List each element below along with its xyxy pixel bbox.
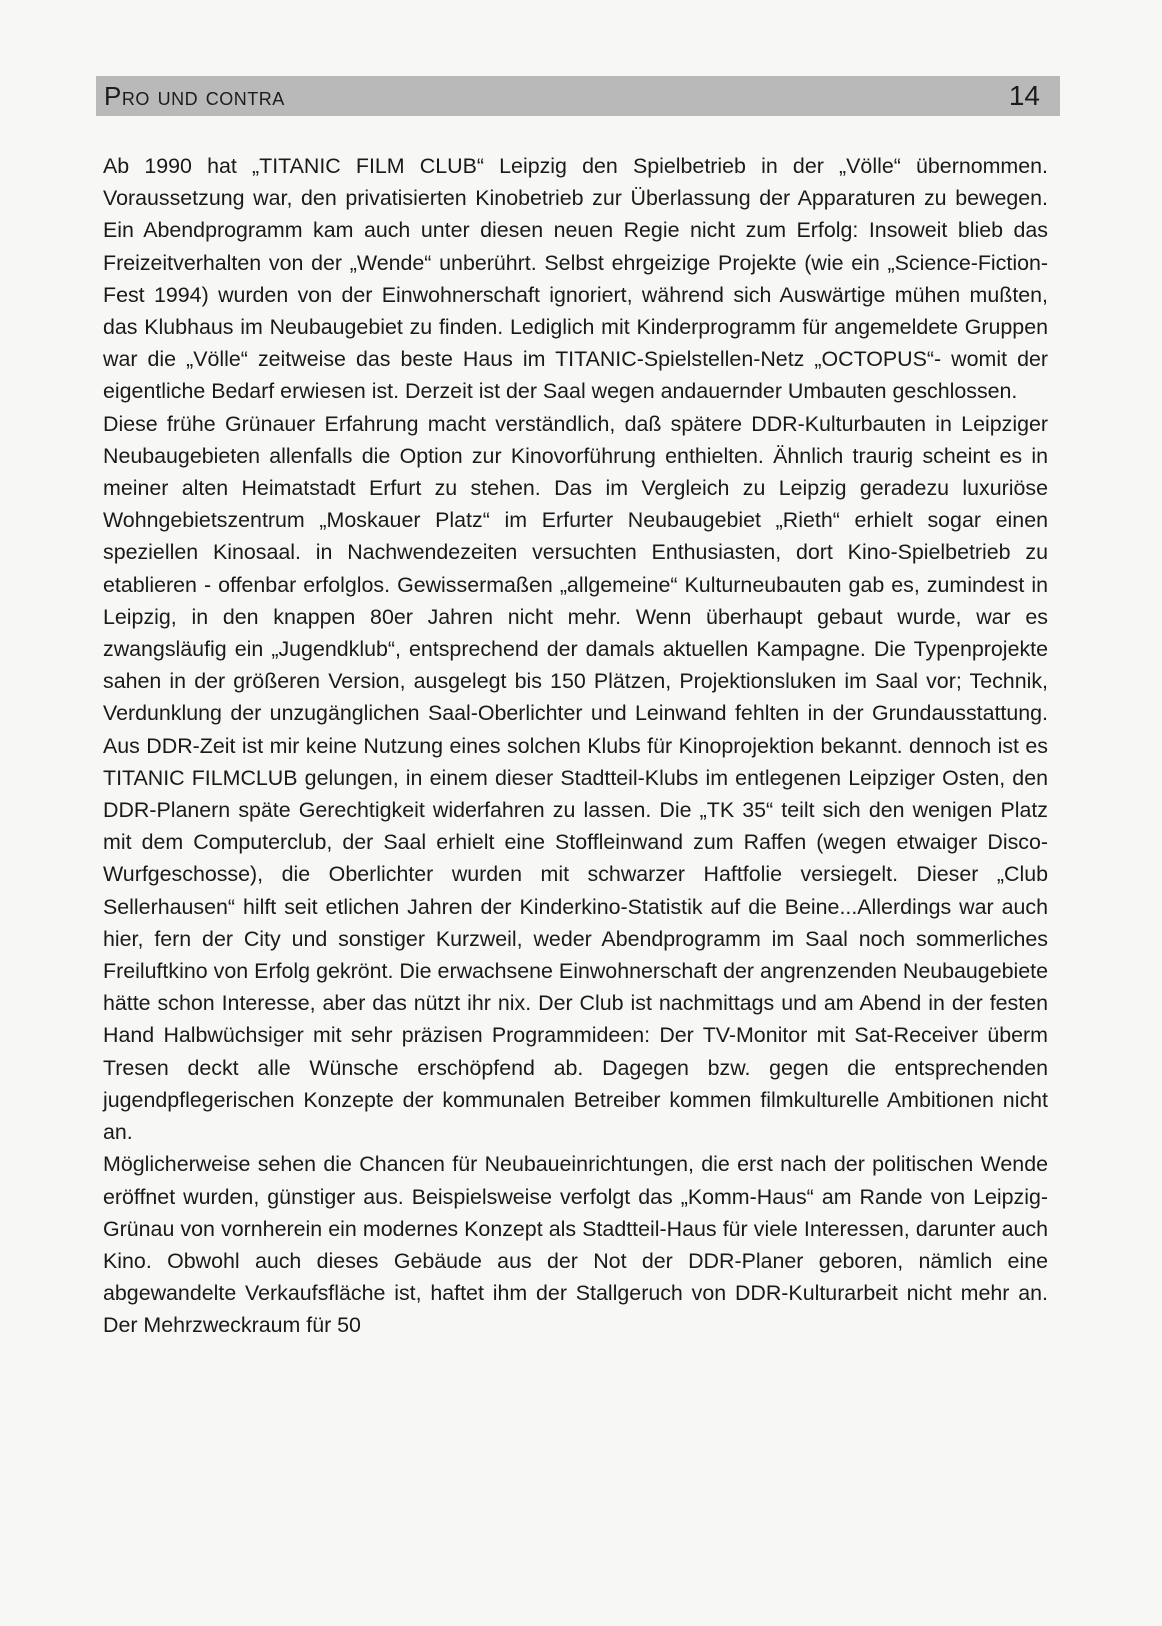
section-title: Pro und contra: [104, 80, 285, 111]
paragraph: Möglicherweise sehen die Chancen für Neubaueinrichtungen, die erst nach der politischen Wende eröffnet wurden, günstiger aus. Beispielsweise verfolgt das „Komm-Haus“ am Rande von Leipzig-Grünau von vornherein ein modernes Konzept als Stadtteil-Haus für viele Interessen, darunter auch Kino. Obwohl auch dieses Gebäude aus der Not der DDR-Planer geboren, nämlich eine abgewandelte Verkaufsfläche ist, haftet ihm der Stallgeruch von DDR-Kulturarbeit nicht mehr an. Der Mehrzweckraum für 50: [103, 1152, 1048, 1338]
page-header-bar: [96, 76, 1060, 116]
paragraph: Diese frühe Grünauer Erfahrung macht verständlich, daß spätere DDR-Kulturbauten in Leipziger Neubaugebieten allenfalls die Option zur Kinovorführung enthielten. Ähnlich traurig scheint es in meiner alten Heimatstadt Erfurt zu stehen. Das im Vergleich zu Leipzig geradezu luxuriöse Wohngebietszentrum „Moskauer Platz“ im Erfurter Neubaugebiet „Rieth“ erhielt sogar einen speziellen Kinosaal. in Nachwendezeiten versuchten Enthusiasten, dort Kino-Spielbetrieb zu etablieren - offenbar erfolglos. Gewissermaßen „allgemeine“ Kulturneubauten gab es, zumindest in Leipzig, in den knappen 80er Jahren nicht mehr. Wenn überhaupt gebaut wurde, war es zwangsläufig ein „Jugendklub“, entsprechend der damals aktuellen Kampagne. Die Typenprojekte sahen in der größeren Version, ausgelegt bis 150 Plätzen, Projektionsluken im Saal vor; Technik, Verdunklung der unzugänglichen Saal-Oberlichter und Leinwand fehlten in der Grundausstattung. Aus DDR-Zeit ist mir keine Nutzung eines solchen Klubs für Kinoprojektion bekannt. dennoch ist es TITANIC FILMCLUB gelungen, in einem dieser Stadtteil-Klubs im entlegenen Leipziger Osten, den DDR-Planern späte Gerechtigkeit widerfahren zu lassen. Die „TK 35“ teilt sich den wenigen Platz mit dem Computerclub, der Saal erhielt eine Stoffleinwand zum Raffen (wegen etwaiger Disco-Wurfgeschosse), die Oberlichter wurden mit schwarzer Haftfolie versiegelt. Dieser „Club Sellerhausen“ hilft seit etlichen Jahren der Kinderkino-Statistik auf die Beine...Allerdings war auch hier, fern der City und sonstiger Kurzweil, weder Abendprogramm im Saal noch sommerliches Freiluftkino von Erfolg gekrönt. Die erwachsene Einwohnerschaft der angrenzenden Neubaugebiete hätte schon Interesse, aber das nützt ihr nix. Der Club ist nachmittags und am Abend in der festen Hand Halbwüchsiger mit sehr präzisen Programmideen: Der TV-Monitor mit Sat-Receiver überm Tresen deckt alle Wünsche erschöpfend ab. Dagegen bzw. gegen die entsprechenden jugendpflegerischen Konzepte der kommunalen Betreiber kommen filmkulturelle Ambitionen nicht an.: [103, 411, 1048, 1145]
paragraph: Ab 1990 hat „TITANIC FILM CLUB“ Leipzig den Spielbetrieb in der „Völle“ übernommen. Voraussetzung war, den privatisierten Kinobetrieb zur Überlassung der Apparaturen zu bewegen. Ein Abendprogramm kam auch unter diesen neuen Regie nicht zum Erfolg: Insoweit blieb das Freizeitverhalten von der „Wende“ unberührt. Selbst ehrgeizige Projekte (wie ein „Science-Fiction-Fest 1994) wurden von der Einwohnerschaft ignoriert, während sich Auswärtige mühen mußten, das Klubhaus im Neubaugebiet zu finden. Lediglich mit Kinderprogramm für angemeldete Gruppen war die „Völle“ zeitweise das beste Haus im TITANIC-Spielstellen-Netz „OCTOPUS“- womit der eigentliche Bedarf erwiesen ist. Derzeit ist der Saal wegen andauernder Umbauten geschlossen.: [103, 154, 1048, 404]
page-number: 14: [1008, 80, 1040, 111]
article-body: [103, 150, 1048, 1342]
